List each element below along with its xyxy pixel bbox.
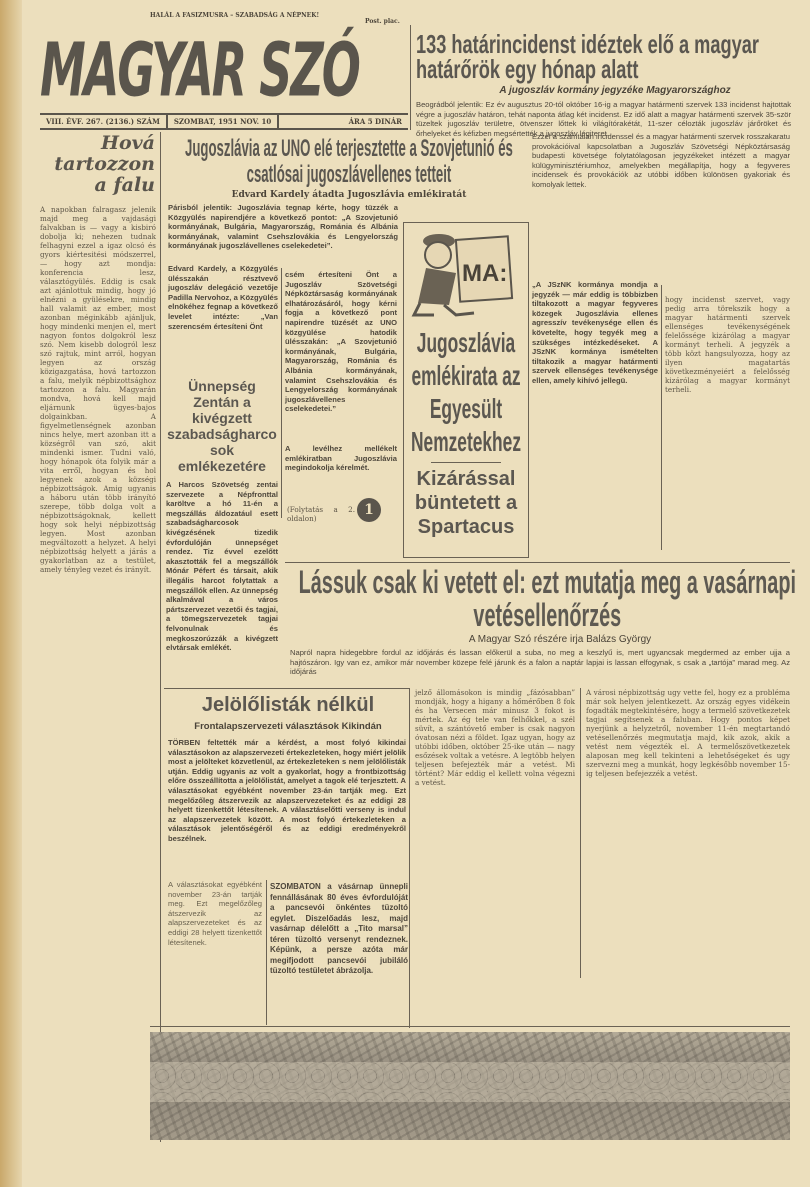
divider [580, 688, 581, 978]
uno-subhead: Edvard Kardely átadta Jugoszlávia emlékiratát [231, 190, 467, 200]
issue-date: SZOMBAT, 1951 NOV. 10 [168, 115, 279, 128]
lassuk-column-b: A városi népbizottság ugy vette fel, hogy ez a probléma már sok helyen jelentkezett. Az ország egyes vidékein fogadták megtekintésére, hogy a termelő szövetkezetek tagjai segítsenek a faluban. Hogy pontos képet nyerjünk a helyzetről, november 11-én megtartandó vetésellenőrzés megmutatja majd, kik azok, akik a vetést nem végezték el. A termelőszövetkezetek alaposan meg kell tekinteni a lehetőségeket és ugy szervezni meg a munkát, hogy legkésőbb november 15-ig teljesen befejezzék a vetést. [586, 688, 790, 778]
lead-column-a: „A JSzNK kormánya mondja a jegyzék — már eddig is többizben tiltakozott a magyar fegyveres közegek Jugoszlávia ellenes agresszív tevékenysége ellen és követelte, hogy tegyék meg a szükséges intézkedéseket. A JSzNK kormánya ismételten tiltakozik a magyar határmenti szervek ellenséges tevékenysége ellen, amely kihívó jellegü. [532, 280, 658, 385]
issue-price: ÁRA 5 DINÁR [348, 117, 402, 126]
cartoon-sign: MA: [462, 260, 508, 287]
divider [160, 132, 161, 1142]
divider [150, 1026, 790, 1027]
firefighters-photo [150, 1032, 790, 1140]
divider [281, 268, 282, 518]
falu-body: A napokban falragasz jelenik majd meg a vajdasági falvakban is — vagy a kisbiró dobolja ki; nehezen tudnak felhagyni ezzel a igaz olcsó és gyors kiértesitési módszerrel, — hogy azt mondja: konferencia lesz, választógyülés. Eddig is csak azt ajánlottuk mindig, hogy jó elnézni a gyülésekre, mindig hall valamit az ember, most azonban méginkább ajánljuk, hogy mindenki menjen el, mert nagyon fontos dolgokról lesz szó. Nem kisebb dologról lesz szó rajtuk, mint arról, hogyan legyen az ország közigazgatása, hová tartozzon a falu, melyik népbizottsághoz tartozzon a falu. Magyarán mondva, hová kell majd eljárnunk ügyes-bajos dolgainkban. A figyelmetlenségnek azonban nincs helye, mert azonban itt a községről van szó, akit mindenki ismer. Tudni való, hogy hónapok óta folyik már a vita erről, hogyan és hol legyenek azok a községi népbizottságok. Amig ugyanis a háboru után több irányító szerepe, több dolga volt a népbizottságoknak, kellett hogy sok helyi népbizottság legyen. Most azonban megváltozott a helyzet. A helyi népbizottság helyett a járás a gyakorlatban az a testület, amely tényleg vezet és irányít. [40, 205, 156, 574]
divider [285, 562, 790, 563]
uno-headline: Jugoszlávia az UNO elé terjesztette a Szovjetunió és csatlósai jugoszlávellenes tetteit [184, 135, 513, 188]
lassuk-byline: A Magyar Szó részére irja Balázs György [468, 634, 652, 645]
jelolo-subhead: Frontalapszervezeti választások Kikindán [194, 721, 382, 732]
jelolo-body: TÖRBEN feltették már a kérdést, a most folyó kikindai választásokon az alapszervezeti értekezleteken, hogy miért jelölik most a jelölteket közvetlenül, az értekezleteken s nem jelölőlisták utján. Eddig ugyanis az volt a gyakorlat, hogy a frontbizottság előre összeállította a jelölőlistát, amelyet a tagok elé terjesztett. A választásokat egyébként november 23-án tartják meg. Ezt megelőzőleg átszervezik az alapszervezeteket és az eddigi 28 helyett tizenkettőt létesítenek. A választáselőtti verseny is indul az alapszervezetek között. A most folyó értekezleteken a választások jelentőségéről és az eddigi eredményekről beszélnek. [168, 738, 406, 843]
newspaper-logo: MAGYAR SZÓ [40, 26, 359, 114]
divider [661, 285, 662, 550]
unnepseg-headline: Ünnepség Zentán a kivégzett szabadságharcosok emlékezetére [167, 378, 277, 474]
lead-headline: 133 határincidenst idéztek elő a magyar határőrök egy hónap alatt [416, 29, 759, 84]
uno-column-b-end: A levélhez mellékelt emlékiratban Jugoszlávia megindokolja kérelmét. [285, 444, 397, 473]
lassuk-headline-wrap [290, 566, 810, 632]
uno-column-b: csém értesíteni Önt a Jugoszláv Szövetségi Népköztársaság kormányának elhatározásáról, hogy kérni fogja a következő pont napirendre tüzését az UNO közgyülése hatodik ülésszakán: „A Szovjetunió kormányának, Bulgária, Magyarország, Románia és Albánia kormányának, valamint Csehszlovákia és Lengyelország kormányának jugoszlávellenes cselekedetei.” [285, 270, 397, 414]
divider [431, 462, 501, 463]
unnepseg-article [166, 338, 278, 668]
page-edge [0, 0, 22, 1187]
issue-info-bar [40, 113, 408, 130]
cartoon-caption: Jugoszlávia emlékirata az Egyesült Nemzetekhez [411, 327, 521, 457]
postage-note: Post. plac. [365, 18, 400, 25]
szombaton-article: SZOMBATON a vásárnap ünnepli fennállásának 80 éves évfordulóját a pancsevói önkéntes tüzoltó egylet. Diszelőadás lesz, majd vasárnap délelőtt a „Tito marsal” téren tüzoltó versenyt rendeznek. Képünk, a persze azóta már megifjodott pancsevói jubiláló tüzoltó testületet ábrázolja. [270, 882, 408, 975]
lead-column-b: hogy incidenst szervet, vagy pedig arra törekszik hogy a magyar határmenti szervek ellenséges tevékenységének felelőssége kizárólag a magyar kormányt terheli. A jegyzék a több közt hangsulyozza, hogy az ilyen magatartás következményeiért a felelősség kizárólag a magyar kormányt terheli. [665, 295, 790, 394]
divider [266, 880, 267, 1025]
motto: HALÁL A FASIZMUSRA – SZABADSÁG A NÉPNEK! [150, 12, 320, 19]
lassuk-lead: Napról napra hidegebbre fordul az időjárás és lassan előkerül a suba, no meg a keszlyű is, mert ugyancsak megdermed az ember ujja a hajtószáron. Igy van ez, amikor már november közepe felé járunk és a falon a naptár lapjai is lassan elfogynak, s csak a „tartója” marad meg. Az időjárás [290, 648, 790, 677]
page-number-marker: 1 [357, 498, 381, 522]
divider [410, 25, 411, 130]
cartoon-box [403, 222, 529, 558]
continued-note: (Folytatás a 2. oldalon) [287, 505, 355, 523]
jelolo-body-continued: A választásokat egyébként november 23-án tartják meg. Ezt megelőzőleg átszervezik az alapszervezeteket és az eddigi 28 helyett tizenkettőt létesítenek. [168, 880, 262, 947]
lead-body: Beográdból jelentik: Ez év augusztus 20-tól október 16-ig a magyar határmenti szervek 133 incidenst hajtottak végre a jugoszláv határon, tehát naponta átlag két incidenst. Ez idő alatt a magyar határmenti szervek 35-ször tüzeltek jugoszláv területre, ötvenszer lőttek ki világítórakétát, 11-szer célozták jugoszláv járőröket és őrhelyeket és kéfizben megsértették a jugoszláv légiteret. [416, 100, 791, 138]
jelolo-headline: Jelölőlisták nélkül [201, 694, 375, 716]
lassuk-column-a: jelző állomásokon is mindig „fázósabban” mondják, hogy a higany a hőmérőben 8 fok és ha Versecen már minusz 3 fokot is mértek. Az ég tele van felhőkkel, a szél süvít, a szántóvető ember is csak nagyon óvatosan nézi a földet. Igaz ugyan, hogy az utóbbi időben, október 25-ike után — nagy esőzések voltak a vetésre. A legtöbb helyen teljesen befejezték már a vetést. Mi történt? Már eddig el kellett volna végezni a vetést. [415, 688, 575, 787]
uno-column-a: Edvard Kardely, a Közgyülés ülésszakán résztvevő jugoszláv delegáció vezetője Padilla Nervohoz, a Közgyülés elnökéhez fegnap a következő levelet intézte: „Van szerencsém értesíteni Önt [168, 264, 278, 331]
lassuk-headline: Lássuk csak ki vetett el: ezt mutatja meg a vasárnapi vetésellenőrzés [298, 564, 796, 633]
unnepseg-body: A Harcos Szövetség zentai szervezete a Népfronttal karöltve a hó 11-én a megszállás áldozatául esett szabadságharcosok kivégzésének tizedik évfordulóján ünnepséget rendez. Tiz évvel ezelőtt akasztották fel a megszállók Mónár Péfert és társait, akik illegális harcot folytattak a megszállók ellen. Az ünnepség alkalmával a város pártszervezet vezetői és tagjai, a tömegszervezetek tagjai felvonulnak és megkoszorúzzák a kivégzett elvtársak emlékét. [166, 480, 278, 653]
issue-number: VIII. ÉVF. 267. (2136.) SZÁM [40, 115, 168, 128]
uno-lead: Párisból jelentik: Jugoszlávia tegnap kérte, hogy tüzzék a Közgyülés napirendjére a következő pontot: „A Szovjetunió kormányának, Bulgária, Magyarország, Románia és Albánia kormányának, valamint Csehszlovákia és Lengyelország kormányának jugoszlávellenes cselekedetei”. [168, 203, 398, 251]
cartoon-figure-icon [404, 223, 528, 318]
spartacus-headline: Kizárással büntetett a Spartacus [414, 468, 518, 538]
lead-subhead: A jugoszláv kormány jegyzéke Magyarországhoz [499, 85, 731, 96]
falu-headline: Hová tartozzon a falu [54, 132, 155, 196]
lead-body-continued: Ezzel a számtalan incidenssel és a magyar határmenti szervek rosszakaratu provokációival kapcsolatban a Jugoszláv Szövetségi Népköztársaság budapesti követsége folytatólagosan jegyzékeket intézett a magyar külügyminisztériumhoz, amelyekben megállapítja, hogy a fegyveres incidensek és provokációk az utóbbi időben különösen gyakoriak és komolyak lettek. [532, 132, 790, 189]
